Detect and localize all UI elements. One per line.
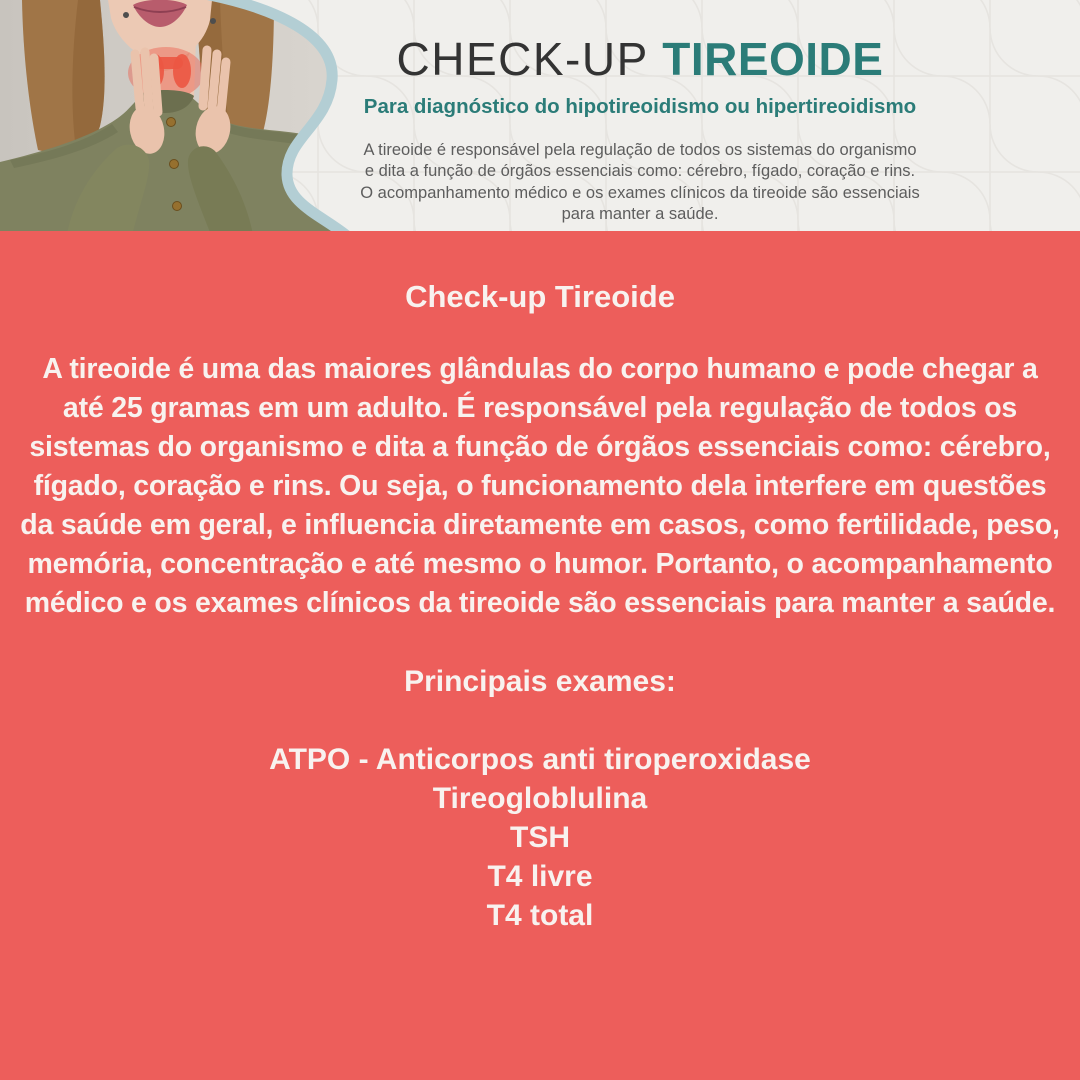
exams-heading: Principais exames: xyxy=(404,665,676,698)
intro-paragraph: A tireoide é responsável pela regulação de todos os sistemas do organismo e dita a função de órgãos essenciais como: cérebro, fígado, coração e rins. O acompanhamento médico e os exames clínicos da tireoide são essenciais para manter a saúde. xyxy=(360,140,920,224)
exam-item: ATPO - Anticorpos anti tiroperoxidase xyxy=(269,743,811,776)
subtitle: Para diagnóstico do hipotireoidismo ou hipertireoidismo xyxy=(363,94,917,118)
title-checkup: CHECK-UP xyxy=(396,33,648,85)
exam-item: Tireogloblulina xyxy=(432,782,648,815)
content-section xyxy=(0,231,1080,1080)
header-section xyxy=(0,0,1080,231)
exam-item: T4 livre xyxy=(487,860,593,893)
title-tireoide: TIREOIDE xyxy=(662,33,884,85)
header-text-block xyxy=(305,34,975,226)
exam-item: T4 total xyxy=(486,899,594,932)
exams-list xyxy=(0,740,1080,935)
exam-item: TSH xyxy=(510,821,570,854)
page-title xyxy=(305,34,975,85)
content-heading: Check-up Tireoide xyxy=(405,279,675,314)
content-paragraph: A tireoide é uma das maiores glândulas do corpo humano e pode chegar a até 25 gramas em um adulto. É responsável pela regulação de todos os sistemas do organismo e dita a função de órgãos essenciais como: cérebro, fígado, coração e rins. Ou seja, o funcionamento dela interfere em questões da saúde em geral, e influencia diretamente em casos, como fertilidade, peso, memória, concentração e até mesmo o humor. Portanto, o acompanhamento médico e os exames clínicos da tireoide são essenciais para manter a saúde. xyxy=(20,353,1060,619)
